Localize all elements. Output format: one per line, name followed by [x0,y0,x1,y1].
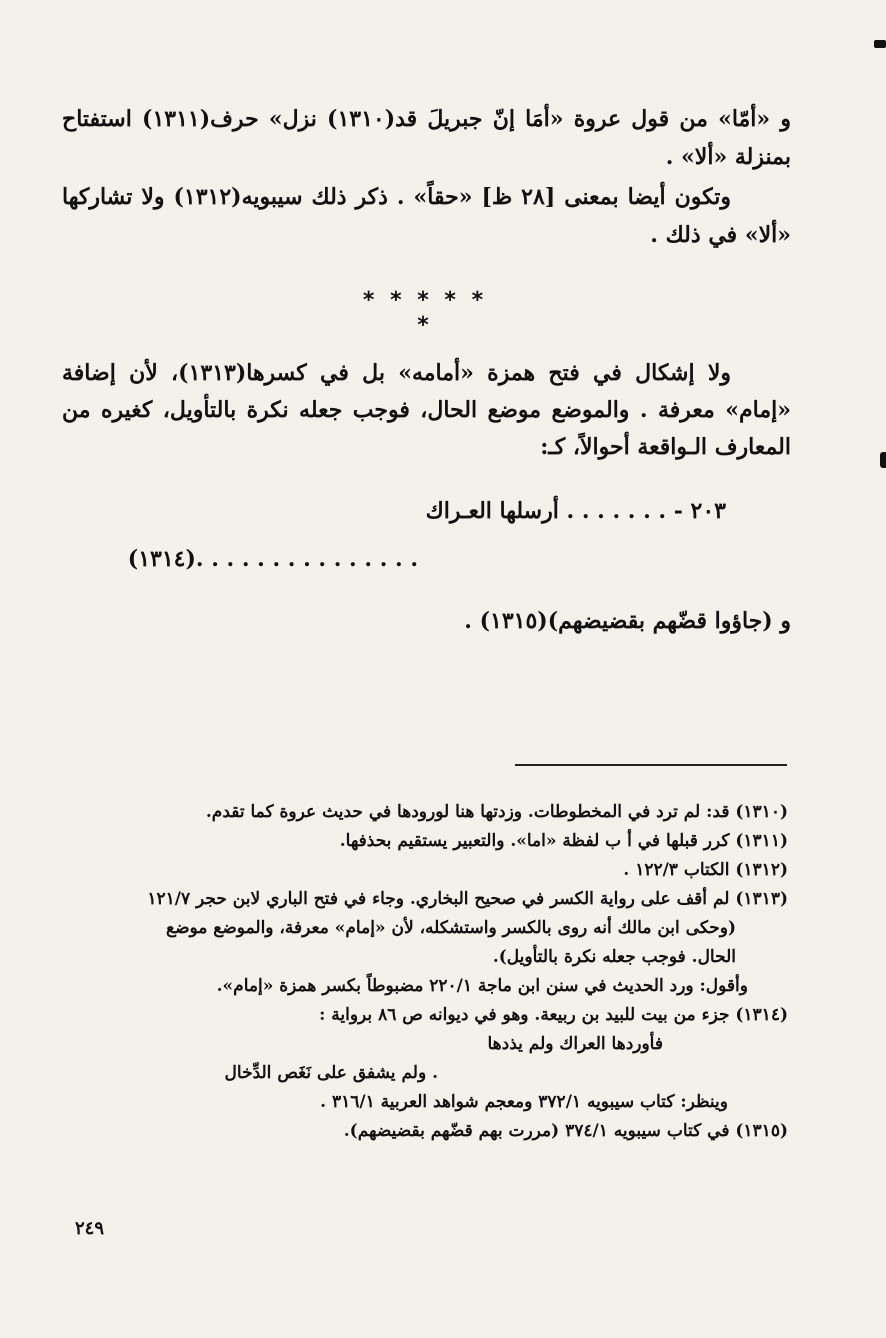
footnotes [85,798,788,1146]
footnote-line: (١٣١٠) قد: لم ترد في المخطوطات. وزدتها هنا لورودها في حديث عروة كما تقدم. [205,802,788,822]
footnote-line: الحال. فوجب جعله نكرة بالتأويل). [492,947,736,967]
edge-ink-mark-2 [880,452,886,468]
page-number: ٢٤٩ [75,1218,105,1239]
verse-line-1: ٢٠٣ - . . . . . . . أرسلها العـراك [425,498,726,524]
footnote-line: وينظر: كتاب سيبويه ٣٧٢/١ ومعجم شواهد العربية ٣١٦/١ . [320,1092,728,1112]
footnote-poem-line: . ولم يشفق على نَغَص الدِّخال [224,1063,438,1083]
paragraph-1: و «أمّا» من قول عروة «أمَا إنّ جبريلَ قد(١٣١٠) نزل» حرف(١٣١١) استفتاح بمنزلة «ألا» . [62,106,791,170]
footnote-line: (١٣١١) كرر قبلها في أ ب لفظة «اما». والتعبير يستقيم بحذفها. [339,831,788,851]
edge-ink-mark [874,40,886,48]
footnote-line: (١٣١٣) لم أقف على رواية الكسر في صحيح البخاري. وجاء في فتح الباري لابن حجر ١٢١/٧ [147,889,788,909]
footnote-line: وأقول: ورد الحديث في سنن ابن ماجة ٢٢٠/١ مضبوطاً بكسر همزة «إمام». [216,976,748,996]
paragraph-3: ولا إشكال في فتح همزة «أمامه» بل في كسرها(١٣١٣)، لأن إضافة «إمام» معرفة . والموضع موضع الحال، فوجب جعله نكرة بالتأويل، كغيره من المعارف الـواقعة أحوالاً، كـ: [62,360,791,460]
footnote-line: (١٣١٢) الكتاب ١٢٢/٣ . [623,860,788,880]
footnote-separator [515,764,787,766]
footnote-line: (وحكى ابن مالك أنه روى بالكسر واستشكله، لأن «إمام» معرفة، والموضع موضع [166,918,736,938]
section-divider-stars: * * * * * * [362,288,488,338]
verse-line-3: و (جاؤوا قضّهم بقضيضهم)(١٣١٥) . [464,608,791,634]
footnote-line: (١٣١٤) جزء من بيت للبيد بن ربيعة. وهو في ديوانه ص ٨٦ برواية : [319,1005,788,1025]
verse-line-2: . . . . . . . . . . . . . . .(١٣١٤) [127,546,418,572]
footnote-poem-line: فأوردها العراك ولم يذدها [487,1034,663,1054]
footnote-line: (١٣١٥) في كتاب سيبويه ٣٧٤/١ (مررت بهم قضّهم بقضيضهم). [343,1121,788,1141]
paragraph-2: وتكون أيضا بمعنى [٢٨ ظ] «حقاً» . ذكر ذلك سيبويه(١٣١٢) ولا تشاركها «ألا» في ذلك . [62,184,791,248]
